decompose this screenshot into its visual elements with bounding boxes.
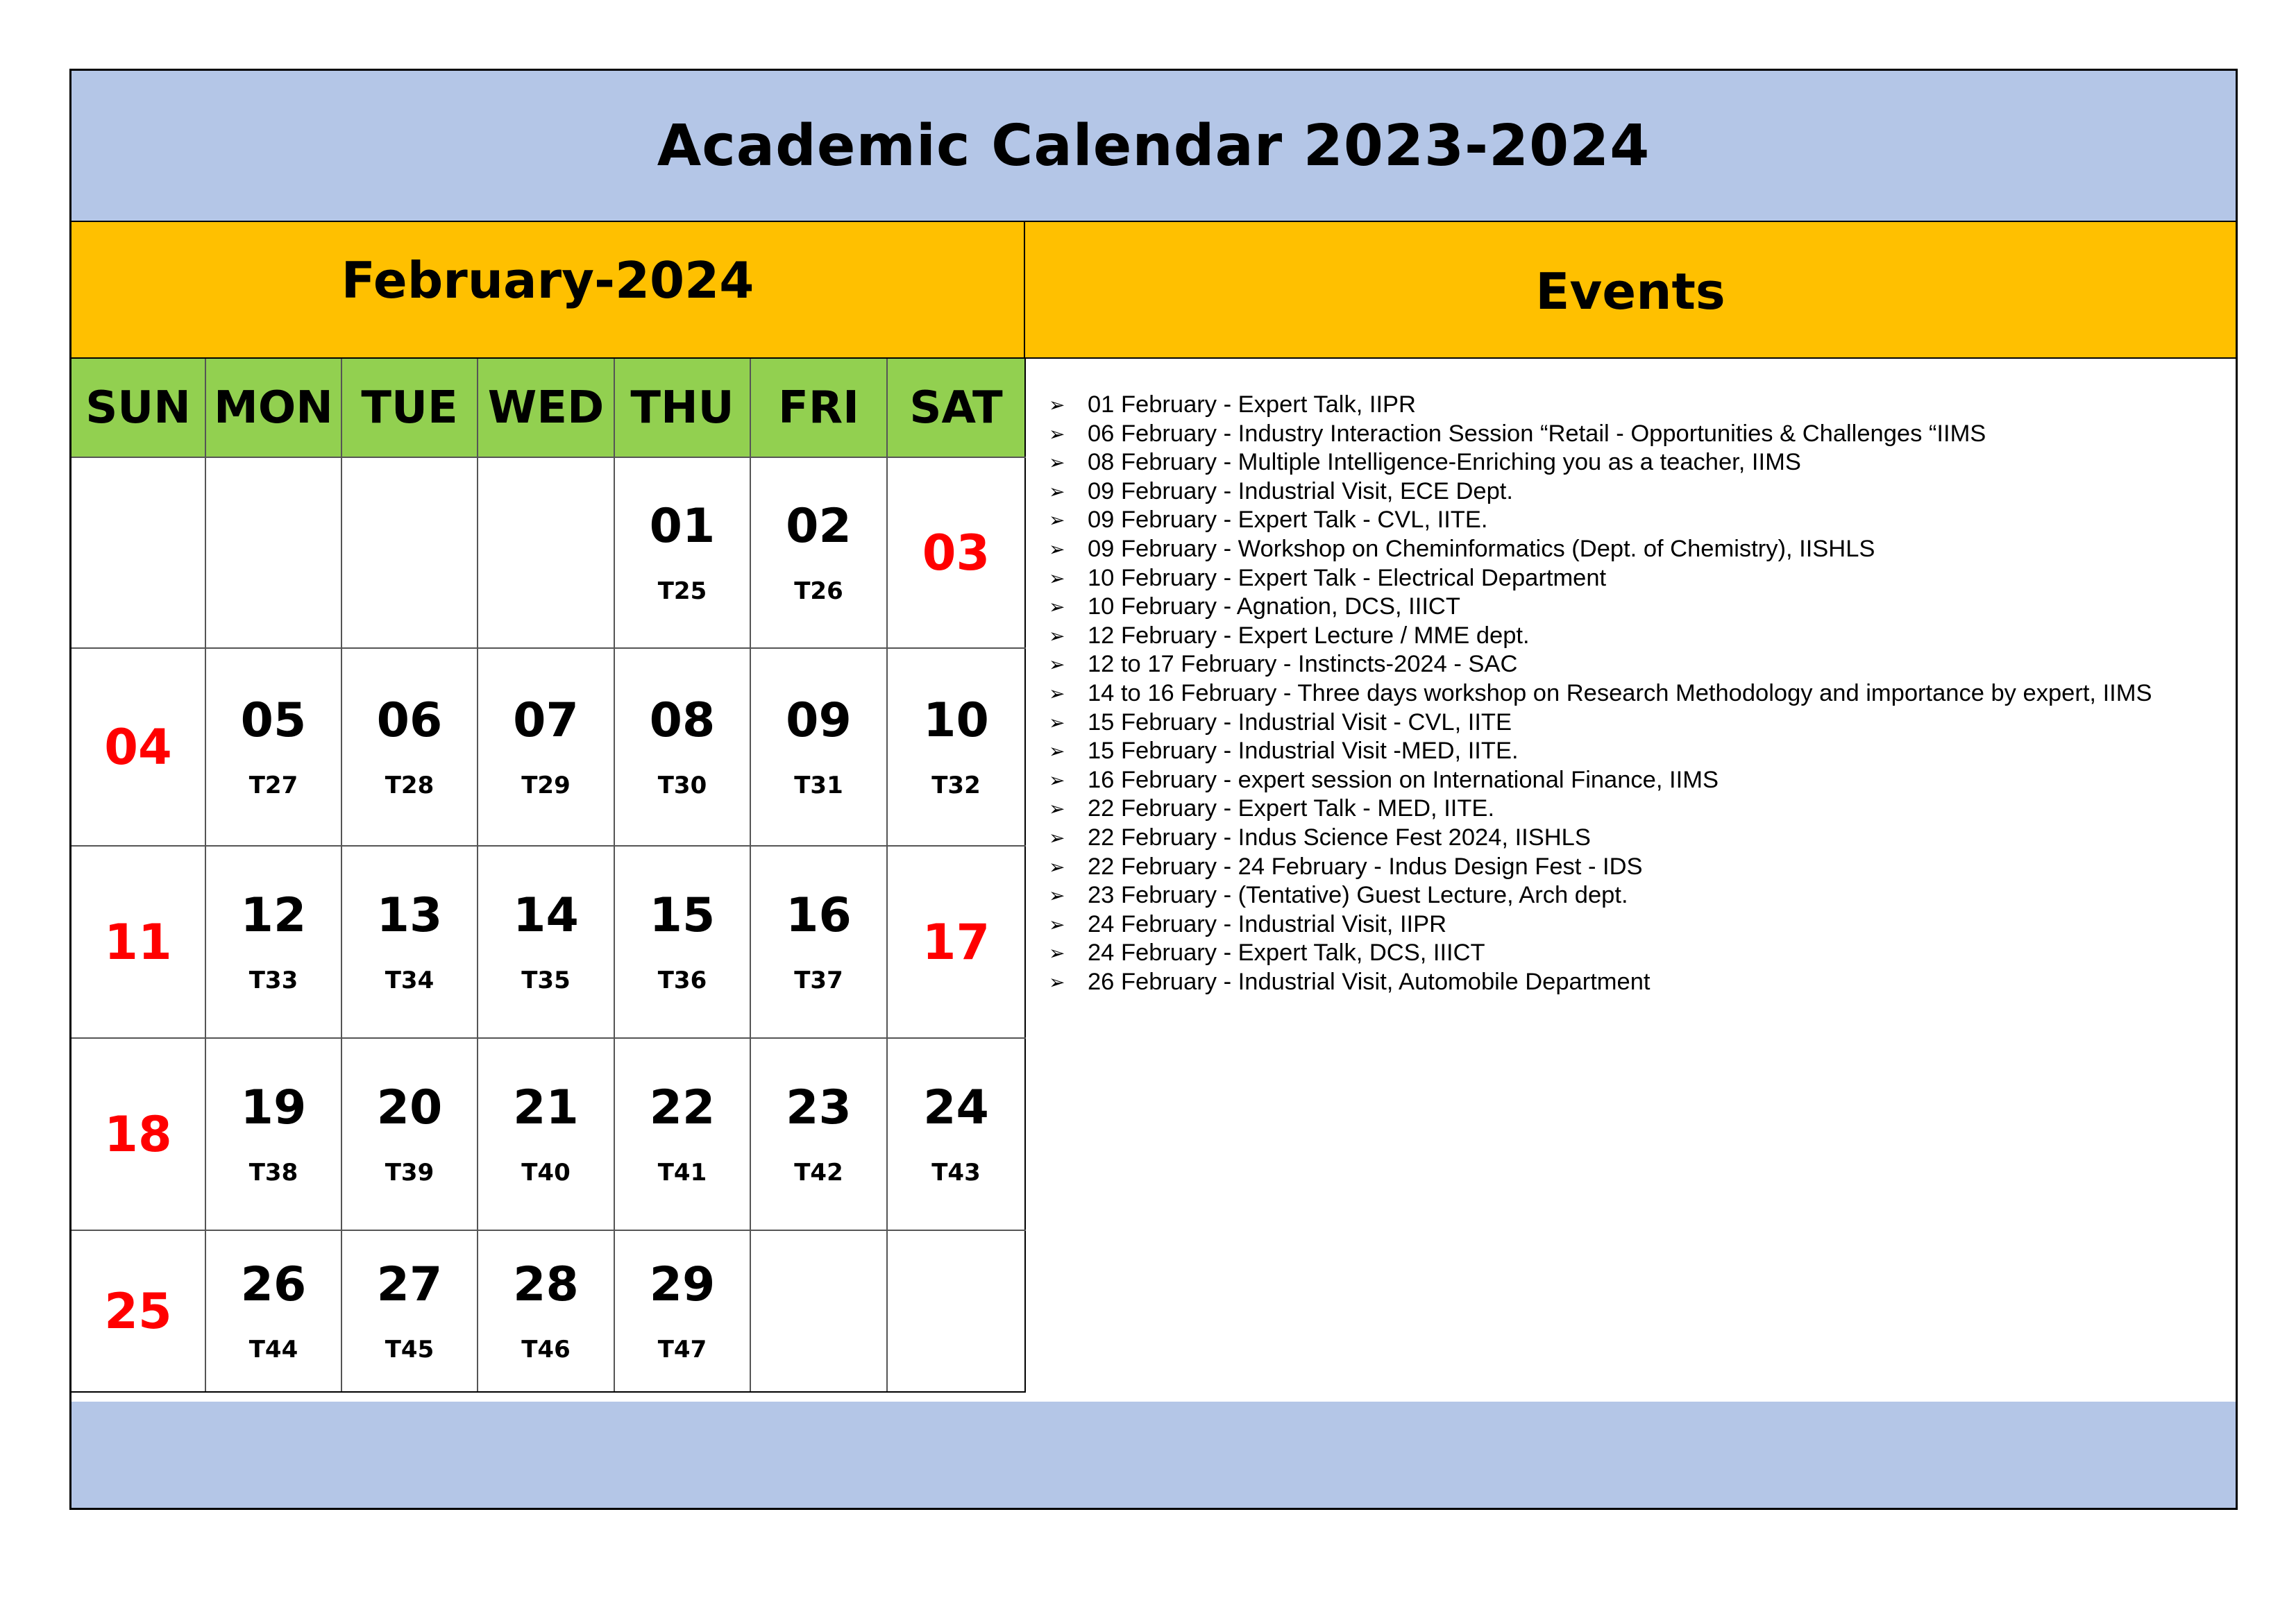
day-cell bbox=[614, 1038, 750, 1230]
teaching-day-tag: T42 bbox=[794, 1158, 843, 1187]
holiday-date: 17 bbox=[922, 913, 990, 971]
date-number: 10 bbox=[923, 692, 989, 748]
date-number: 23 bbox=[786, 1080, 852, 1135]
page-title: Academic Calendar 2023-2024 bbox=[657, 112, 1651, 179]
date-number: 09 bbox=[786, 692, 852, 748]
day-cell bbox=[71, 457, 205, 648]
event-item bbox=[1049, 622, 2236, 651]
event-text: 24 February - Industrial Visit, IIPR bbox=[1088, 910, 1447, 937]
date-number: 13 bbox=[376, 887, 443, 943]
event-text: 10 February - Expert Talk - Electrical Department bbox=[1088, 564, 1607, 591]
day-cell bbox=[887, 648, 1025, 846]
arrowhead-bullet-icon: ➢ bbox=[1049, 422, 1065, 445]
date-number: 14 bbox=[513, 887, 579, 943]
event-text: 23 February - (Tentative) Guest Lecture, Arch dept. bbox=[1088, 882, 1628, 909]
events-header bbox=[1025, 222, 2236, 359]
day-cell bbox=[205, 648, 341, 846]
teaching-day-tag: T34 bbox=[385, 966, 434, 994]
event-text: 09 February - Expert Talk - CVL, IITE. bbox=[1088, 507, 1488, 534]
weekday-thu: THU bbox=[614, 359, 750, 457]
teaching-day-tag: T40 bbox=[521, 1158, 571, 1187]
event-item bbox=[1049, 477, 2236, 507]
event-item bbox=[1049, 824, 2236, 853]
day-cell bbox=[478, 457, 614, 648]
footer-bar bbox=[71, 1402, 2236, 1508]
event-text: 22 February - 24 February - Indus Design Fest - IDS bbox=[1088, 853, 1643, 880]
date-number: 15 bbox=[649, 887, 716, 943]
day-cell bbox=[205, 457, 341, 648]
date-number: 16 bbox=[786, 887, 852, 943]
date-number: 28 bbox=[513, 1257, 579, 1312]
arrowhead-bullet-icon: ➢ bbox=[1049, 884, 1065, 908]
event-text: 16 February - expert session on International Finance, IIMS bbox=[1088, 766, 1719, 793]
event-text: 08 February - Multiple Intelligence-Enriching you as a teacher, IIMS bbox=[1088, 449, 1801, 476]
day-cell bbox=[341, 457, 478, 648]
day-cell bbox=[614, 457, 750, 648]
day-cell bbox=[341, 648, 478, 846]
arrowhead-bullet-icon: ➢ bbox=[1049, 855, 1065, 878]
event-text: 09 February - Workshop on Cheminformatics (Dept. of Chemistry), IISHLS bbox=[1088, 535, 1875, 562]
arrowhead-bullet-icon: ➢ bbox=[1049, 740, 1065, 763]
date-number: 27 bbox=[376, 1257, 443, 1312]
event-item bbox=[1049, 506, 2236, 535]
date-number: 26 bbox=[240, 1257, 307, 1312]
date-number: 02 bbox=[786, 498, 852, 554]
title-bar bbox=[71, 71, 2236, 222]
teaching-day-tag: T25 bbox=[657, 577, 707, 605]
day-cell bbox=[478, 648, 614, 846]
week-row bbox=[71, 1038, 1025, 1230]
day-cell bbox=[750, 457, 887, 648]
teaching-day-tag: T30 bbox=[657, 771, 707, 799]
day-cell bbox=[205, 1038, 341, 1230]
teaching-day-tag: T37 bbox=[794, 966, 843, 994]
date-number: 24 bbox=[923, 1080, 989, 1135]
date-number: 22 bbox=[649, 1080, 716, 1135]
week-row bbox=[71, 846, 1025, 1038]
weekday-row bbox=[71, 359, 1025, 457]
event-item bbox=[1049, 939, 2236, 968]
weekday-wed: WED bbox=[478, 359, 614, 457]
date-number: 19 bbox=[240, 1080, 307, 1135]
teaching-day-tag: T36 bbox=[657, 966, 707, 994]
teaching-day-tag: T27 bbox=[248, 771, 298, 799]
arrowhead-bullet-icon: ➢ bbox=[1049, 509, 1065, 532]
holiday-date: 04 bbox=[104, 718, 172, 776]
event-item bbox=[1049, 679, 2236, 708]
event-item bbox=[1049, 708, 2236, 738]
event-item bbox=[1049, 564, 2236, 593]
arrowhead-bullet-icon: ➢ bbox=[1049, 942, 1065, 965]
weekday-sat: SAT bbox=[887, 359, 1025, 457]
event-item bbox=[1049, 968, 2236, 997]
event-text: 01 February - Expert Talk, IIPR bbox=[1088, 391, 1416, 418]
day-cell bbox=[750, 846, 887, 1038]
holiday-date: 25 bbox=[104, 1282, 172, 1340]
event-item bbox=[1049, 650, 2236, 679]
day-cell bbox=[750, 648, 887, 846]
day-cell bbox=[750, 1230, 887, 1392]
teaching-day-tag: T39 bbox=[385, 1158, 434, 1187]
day-cell bbox=[750, 1038, 887, 1230]
event-text: 09 February - Industrial Visit, ECE Dept. bbox=[1088, 477, 1513, 504]
events-list bbox=[1049, 391, 2236, 996]
date-number: 08 bbox=[649, 692, 716, 748]
arrowhead-bullet-icon: ➢ bbox=[1049, 566, 1065, 590]
arrowhead-bullet-icon: ➢ bbox=[1049, 393, 1065, 416]
day-cell bbox=[887, 846, 1025, 1038]
month-title: February-2024 bbox=[341, 251, 754, 309]
event-item bbox=[1049, 535, 2236, 564]
event-item bbox=[1049, 448, 2236, 477]
date-number: 12 bbox=[240, 887, 307, 943]
date-number: 29 bbox=[649, 1257, 716, 1312]
teaching-day-tag: T33 bbox=[248, 966, 298, 994]
teaching-day-tag: T41 bbox=[657, 1158, 707, 1187]
event-item bbox=[1049, 853, 2236, 882]
events-title: Events bbox=[1535, 262, 1725, 321]
event-text: 12 February - Expert Lecture / MME dept. bbox=[1088, 622, 1530, 649]
holiday-date: 03 bbox=[922, 524, 990, 581]
day-cell bbox=[478, 846, 614, 1038]
day-cell bbox=[205, 1230, 341, 1392]
teaching-day-tag: T46 bbox=[521, 1335, 571, 1363]
day-cell bbox=[478, 1038, 614, 1230]
arrowhead-bullet-icon: ➢ bbox=[1049, 970, 1065, 994]
day-cell bbox=[71, 1038, 205, 1230]
arrowhead-bullet-icon: ➢ bbox=[1049, 479, 1065, 503]
calendar-frame bbox=[69, 69, 2238, 1510]
day-cell bbox=[341, 1230, 478, 1392]
event-text: 24 February - Expert Talk, DCS, IIICT bbox=[1088, 940, 1485, 967]
teaching-day-tag: T35 bbox=[521, 966, 571, 994]
day-cell bbox=[341, 846, 478, 1038]
teaching-day-tag: T44 bbox=[248, 1335, 298, 1363]
event-text: 06 February - Industry Interaction Session “Retail - Opportunities & Challenges “IIMS bbox=[1088, 420, 1986, 447]
day-cell bbox=[71, 648, 205, 846]
week-row bbox=[71, 1230, 1025, 1392]
day-cell bbox=[887, 457, 1025, 648]
date-number: 05 bbox=[240, 692, 307, 748]
teaching-day-tag: T43 bbox=[931, 1158, 981, 1187]
event-text: 14 to 16 February - Three days workshop on Research Methodology and importance by expert, IIMS bbox=[1088, 679, 2152, 706]
day-cell bbox=[887, 1230, 1025, 1392]
event-item bbox=[1049, 766, 2236, 795]
teaching-day-tag: T28 bbox=[385, 771, 434, 799]
weekday-tue: TUE bbox=[341, 359, 478, 457]
arrowhead-bullet-icon: ➢ bbox=[1049, 451, 1065, 475]
teaching-day-tag: T26 bbox=[794, 577, 843, 605]
teaching-day-tag: T32 bbox=[931, 771, 981, 799]
day-cell bbox=[478, 1230, 614, 1392]
day-cell bbox=[71, 1230, 205, 1392]
day-cell bbox=[614, 648, 750, 846]
calendar-grid bbox=[71, 359, 1026, 1393]
day-cell bbox=[614, 846, 750, 1038]
event-text: 15 February - Industrial Visit -MED, IITE. bbox=[1088, 738, 1519, 765]
arrowhead-bullet-icon: ➢ bbox=[1049, 653, 1065, 677]
weekday-sun: SUN bbox=[71, 359, 205, 457]
arrowhead-bullet-icon: ➢ bbox=[1049, 797, 1065, 821]
event-text: 26 February - Industrial Visit, Automobile Department bbox=[1088, 968, 1651, 995]
arrowhead-bullet-icon: ➢ bbox=[1049, 711, 1065, 734]
teaching-day-tag: T31 bbox=[794, 771, 843, 799]
event-item bbox=[1049, 420, 2236, 449]
event-item bbox=[1049, 794, 2236, 824]
week-row bbox=[71, 648, 1025, 846]
event-text: 12 to 17 February - Instincts-2024 - SAC bbox=[1088, 651, 1518, 678]
day-cell bbox=[887, 1038, 1025, 1230]
event-item bbox=[1049, 881, 2236, 910]
day-cell bbox=[341, 1038, 478, 1230]
weekday-mon: MON bbox=[205, 359, 341, 457]
week-row bbox=[71, 457, 1025, 648]
date-number: 20 bbox=[376, 1080, 443, 1135]
event-item bbox=[1049, 910, 2236, 940]
arrowhead-bullet-icon: ➢ bbox=[1049, 595, 1065, 619]
event-text: 15 February - Industrial Visit - CVL, IITE bbox=[1088, 708, 1512, 736]
event-item bbox=[1049, 391, 2236, 420]
teaching-day-tag: T38 bbox=[248, 1158, 298, 1187]
weekday-fri: FRI bbox=[750, 359, 887, 457]
day-cell bbox=[71, 846, 205, 1038]
holiday-date: 18 bbox=[104, 1105, 172, 1163]
event-text: 22 February - Expert Talk - MED, IITE. bbox=[1088, 795, 1495, 822]
teaching-day-tag: T47 bbox=[657, 1335, 707, 1363]
month-header bbox=[71, 222, 1025, 359]
arrowhead-bullet-icon: ➢ bbox=[1049, 681, 1065, 705]
day-cell bbox=[205, 846, 341, 1038]
arrowhead-bullet-icon: ➢ bbox=[1049, 768, 1065, 792]
event-item bbox=[1049, 737, 2236, 766]
date-number: 01 bbox=[649, 498, 716, 554]
arrowhead-bullet-icon: ➢ bbox=[1049, 826, 1065, 849]
arrowhead-bullet-icon: ➢ bbox=[1049, 624, 1065, 647]
holiday-date: 11 bbox=[104, 913, 172, 971]
date-number: 07 bbox=[513, 692, 579, 748]
event-text: 10 February - Agnation, DCS, IIICT bbox=[1088, 593, 1460, 620]
date-number: 06 bbox=[376, 692, 443, 748]
date-number: 21 bbox=[513, 1080, 579, 1135]
event-text: 22 February - Indus Science Fest 2024, IISHLS bbox=[1088, 824, 1591, 851]
teaching-day-tag: T45 bbox=[385, 1335, 434, 1363]
day-cell bbox=[614, 1230, 750, 1392]
teaching-day-tag: T29 bbox=[521, 771, 571, 799]
events-panel bbox=[1025, 359, 2236, 1402]
event-item bbox=[1049, 593, 2236, 622]
arrowhead-bullet-icon: ➢ bbox=[1049, 912, 1065, 936]
arrowhead-bullet-icon: ➢ bbox=[1049, 537, 1065, 561]
